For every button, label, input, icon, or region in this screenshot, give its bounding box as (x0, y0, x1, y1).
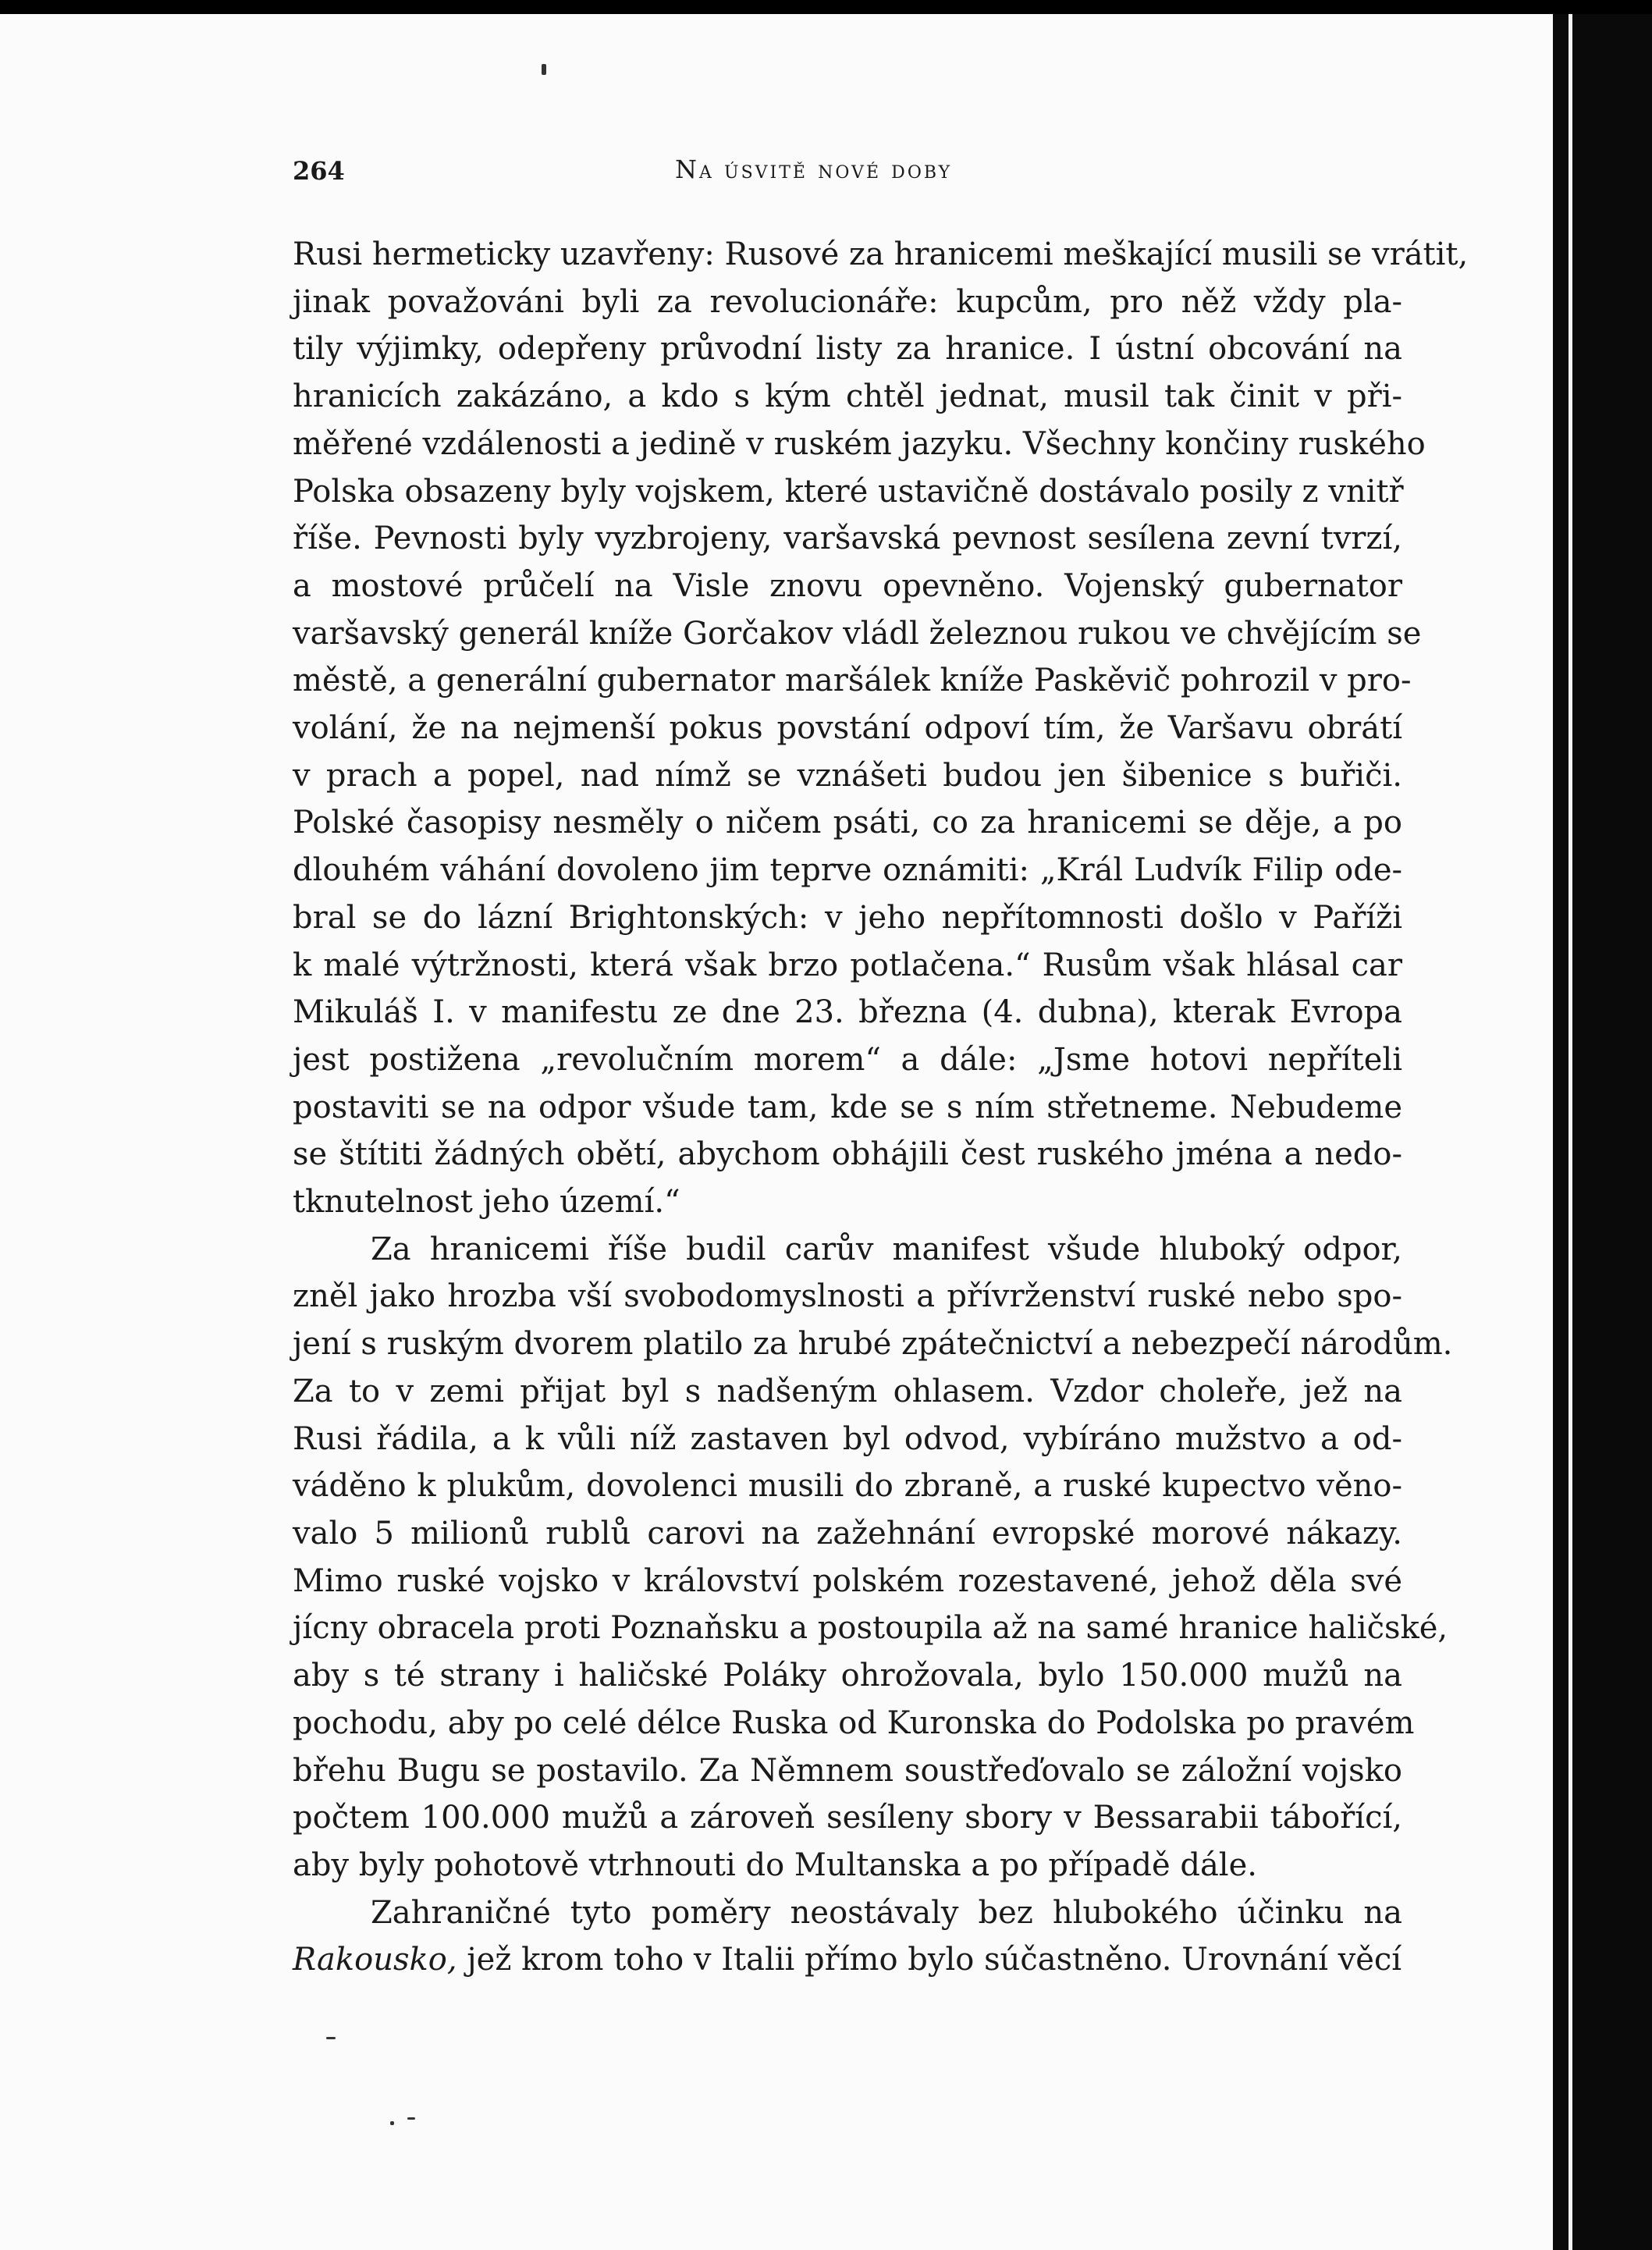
text-line: počtem 100.000 mužů a zároveň sesíleny sbory v Bessarabii tábořící, (293, 1800, 1402, 1836)
print-speck (326, 2037, 336, 2039)
running-title: Na úsvitě nové doby (675, 155, 953, 184)
line-rest: jež krom toho v Italii přímo bylo súčastněno. Urovnání věcí (457, 1942, 1402, 1978)
text-line: pochodu, aby po celé délce Ruska od Kuronska do Podolska po pravém (293, 1704, 1415, 1741)
paragraph (293, 231, 1469, 1226)
text-line: Zahraničné tyto poměry neostávaly bez hlubokého účinku na (371, 1894, 1402, 1931)
text-line (293, 1936, 1402, 1984)
text-line: břehu Bugu se postavilo. Za Němnem soustřeďovalo se záložní vojsko (293, 1752, 1402, 1789)
text-line: bral se do lázní Brightonských: v jeho nepřítomnosti došlo v Paříži (293, 899, 1402, 936)
page-edge-line (1569, 14, 1572, 2250)
page-number: 264 (293, 156, 345, 186)
text-line: varšavský generál kníže Gorčakov vládl železnou rukou ve chvějícím se (293, 615, 1422, 652)
text-line: hranicích zakázáno, a kdo s kým chtěl jednat, musil tak činit v při- (293, 379, 1402, 415)
text-line: Za to v zemi přijat byl s nadšeným ohlasem. Vzdor choleře, jež na (293, 1373, 1402, 1409)
text-line: volání, že na nejmenší pokus povstání odpoví tím, že Varšavu obrátí (293, 710, 1402, 747)
paragraph (293, 1226, 1453, 1889)
text-line: Polské časopisy nesměly o ničem psáti, co za hranicemi se děje, a po (293, 805, 1402, 841)
text-line: postaviti se na odpor všude tam, kde se s ním střetneme. Nebudeme (293, 1089, 1402, 1125)
text-line: tknutelnost jeho území.“ (293, 1184, 680, 1221)
text-line: jest postižena „revolučním morem“ a dále: „Jsme hotovi nepříteli (293, 1041, 1402, 1078)
text-line: a mostové průčelí na Visle znovu opevněno. Vojenský gubernator (293, 567, 1402, 604)
text-line: aby s té strany i haličské Poláky ohrožovala, bylo 150.000 mužů na (293, 1658, 1402, 1694)
text-line: zněl jako hrozba vší svobodomyslnosti a přívrženství ruské nebo spo- (293, 1278, 1402, 1315)
italic-word: Rakousko, (293, 1942, 457, 1978)
text-line: tily výjimky, odepřeny průvodní listy za hranice. I ústní obcování na (293, 331, 1402, 368)
text-line: říše. Pevnosti byly vyzbrojeny, varšavská pevnost sesílena zevní tvrzí, (293, 521, 1402, 557)
body-text (293, 231, 1469, 1984)
text-line: aby byly pohotově vtrhnouti do Multanska a po případě dále. (293, 1847, 1257, 1883)
text-line: městě, a generální gubernator maršálek kníže Paskěvič pohrozil v pro- (293, 663, 1412, 699)
text-line: Mikuláš I. v manifestu ze dne 23. března (4. dubna), kterak Evropa (293, 994, 1402, 1031)
text-line: valo 5 milionů rublů carovi na zažehnání evropské morové nákazy. (293, 1515, 1402, 1552)
text-line: Polska obsazeny byly vojskem, které ustavičně dostávalo posily z vnitř (293, 473, 1404, 510)
text-line: jení s ruským dvorem platilo za hrubé zpátečnictví a nebezpečí národům. (293, 1326, 1453, 1363)
text-line: dlouhém váhání dovoleno jim teprve oznámiti: „Král Ludvík Filip ode- (293, 852, 1402, 889)
text-line: Mimo ruské vojsko v království polském rozestavené, jehož děla své (293, 1562, 1402, 1599)
running-head (293, 140, 1401, 203)
text-line: měřené vzdálenosti a jedině v ruském jazyku. Všechny končiny ruského (293, 425, 1426, 462)
text-line: v prach a popel, nad nímž se vznášeti budou jen šibenice s buřiči. (293, 757, 1402, 794)
print-speck (542, 64, 546, 75)
text-line: jícny obracela proti Poznaňsku a postoupila až na samé hranice haličské, (293, 1610, 1448, 1647)
print-speck (407, 2117, 415, 2120)
text-line: se štítiti žádných obětí, abychom obhájili čest ruského jména a nedo- (293, 1136, 1402, 1173)
print-speck (390, 2121, 394, 2125)
text-line: Rusi řádila, a k vůli níž zastaven byl odvod, vybíráno mužstvo a od- (293, 1420, 1402, 1457)
text-line: váděno k plukům, dovolenci musili do zbraně, a ruské kupectvo věno- (293, 1468, 1402, 1505)
text-line: Rusi hermeticky uzavřeny: Rusové za hranicemi meškající musili se vrátit, (293, 236, 1469, 272)
text-line: Za hranicemi říše budil carův manifest všude hluboký odpor, (371, 1231, 1402, 1267)
text-line: jinak považováni byli za revolucionáře: kupcům, pro něž vždy pla- (293, 283, 1402, 320)
text-line: k malé výtržnosti, která však brzo potlačena.“ Rusům však hlásal car (293, 947, 1402, 983)
paragraph (293, 1889, 1402, 1984)
